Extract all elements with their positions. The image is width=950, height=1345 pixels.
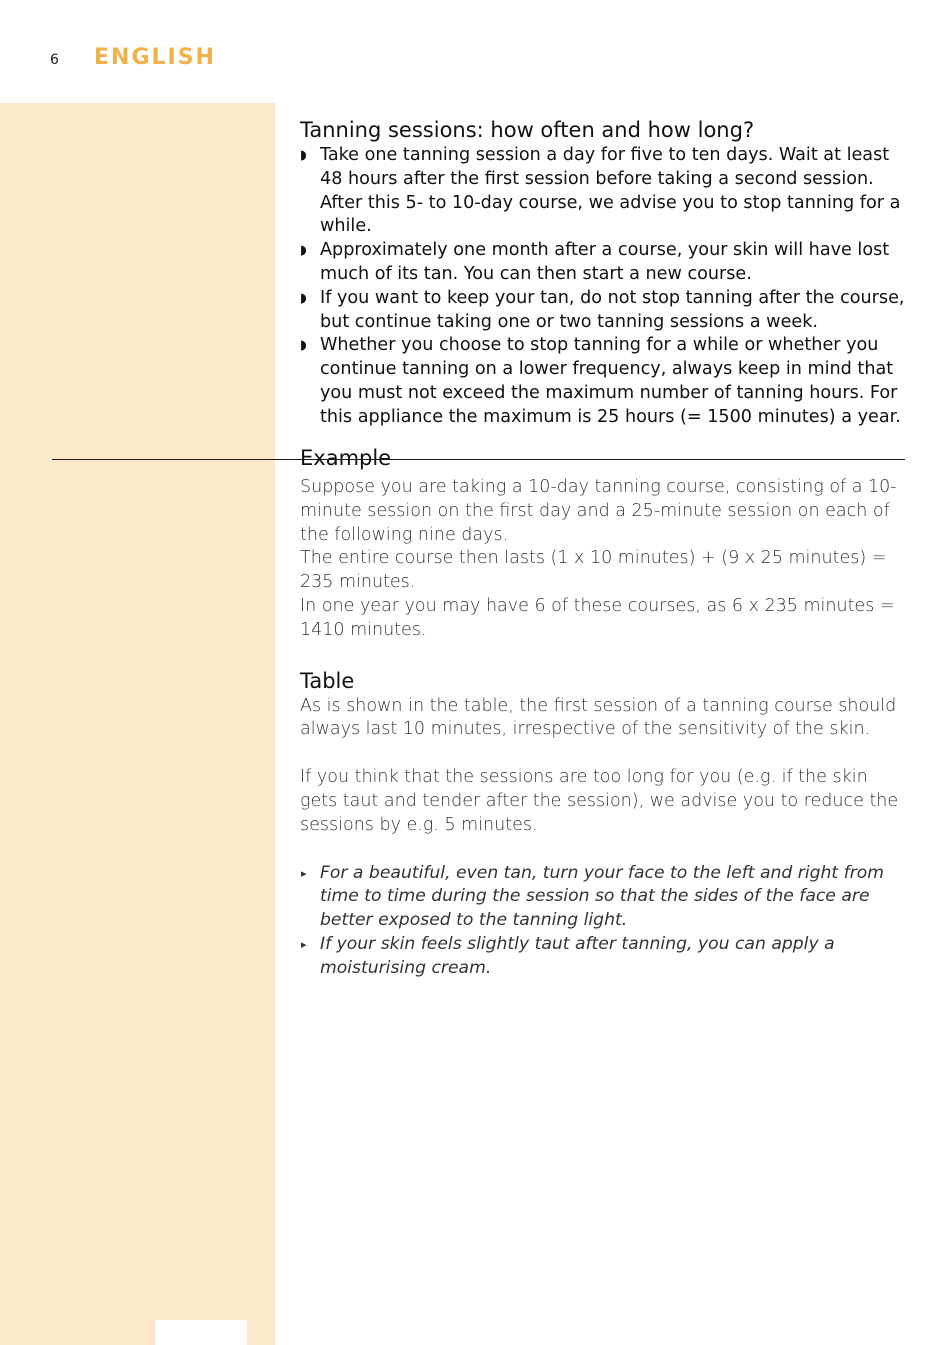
tips-list	[300, 862, 910, 981]
list-item-text: Approximately one month after a course, your skin will have lost much of its tan. You can then start a new course.	[320, 240, 890, 284]
list-item-text: Take one tanning session a day for five to ten days. Wait at least 48 hours after the first session before taking a second session. After this 5- to 10-day course, we advise you to stop tanning for a while.	[320, 145, 901, 237]
bullet-icon: ◗	[300, 243, 307, 259]
language-title: ENGLISH	[94, 45, 216, 70]
list-item-text: Whether you choose to stop tanning for a while or whether you continue tanning on a lower frequency, always keep in mind that you must not exceed the maximum number of tanning hours. For this appliance the maximum is 25 hours (= 1500 minutes) a year.	[320, 335, 901, 427]
sessions-section	[300, 116, 910, 472]
bullet-icon: ◗	[300, 148, 307, 163]
list-item	[300, 287, 910, 335]
sessions-list	[300, 144, 910, 430]
list-item	[300, 334, 910, 429]
example-paragraph: In one year you may have 6 of these courses, as 6 x 235 minutes = 1410 minutes.	[300, 595, 895, 640]
tip-item	[300, 933, 910, 981]
tip-text: If your skin feels slightly taut after tanning, you can apply a moisturising cream.	[320, 933, 835, 978]
bullet-icon: ◗	[300, 290, 307, 306]
example-paragraph: The entire course then lasts (1 x 10 minutes) + (9 x 25 minutes) = 235 minutes.	[300, 548, 887, 593]
bullet-icon: ◗	[300, 338, 307, 354]
table-heading: Table	[300, 668, 355, 693]
triangle-bullet-icon: ▸	[301, 866, 307, 880]
tip-item	[300, 862, 910, 933]
table-paragraph: If you think that the sessions are too long for you (e.g. if the skin gets taut and tender after the session), we advise you to reduce the sessions by e.g. 5 minutes.	[300, 767, 899, 835]
example-heading: Example	[300, 445, 392, 470]
example-paragraph: Suppose you are taking a 10-day tanning course, consisting of a 10-minute session on the first day and a 25-minute session on each of the following nine days.	[300, 477, 897, 545]
list-item-text: If you want to keep your tan, do not stop tanning after the course, but continue taking one or two tanning sessions a week.	[320, 287, 905, 332]
side-band	[0, 103, 275, 1345]
example-section	[300, 476, 910, 981]
section-divider	[52, 459, 905, 460]
side-band-tab	[155, 1320, 247, 1345]
page-number: 6	[50, 52, 59, 68]
tip-text: For a beautiful, even tan, turn your face to the left and right from time to time during the session so that the sides of the face are better exposed to the tanning light.	[320, 862, 885, 931]
table-paragraph: As is shown in the table, the first session of a tanning course should always last 10 minutes, irrespective of the sensitivity of the skin.	[300, 695, 897, 740]
list-item	[300, 144, 910, 239]
triangle-bullet-icon: ▸	[301, 937, 307, 951]
sessions-heading: Tanning sessions: how often and how long?	[300, 118, 755, 142]
list-item	[300, 239, 910, 287]
